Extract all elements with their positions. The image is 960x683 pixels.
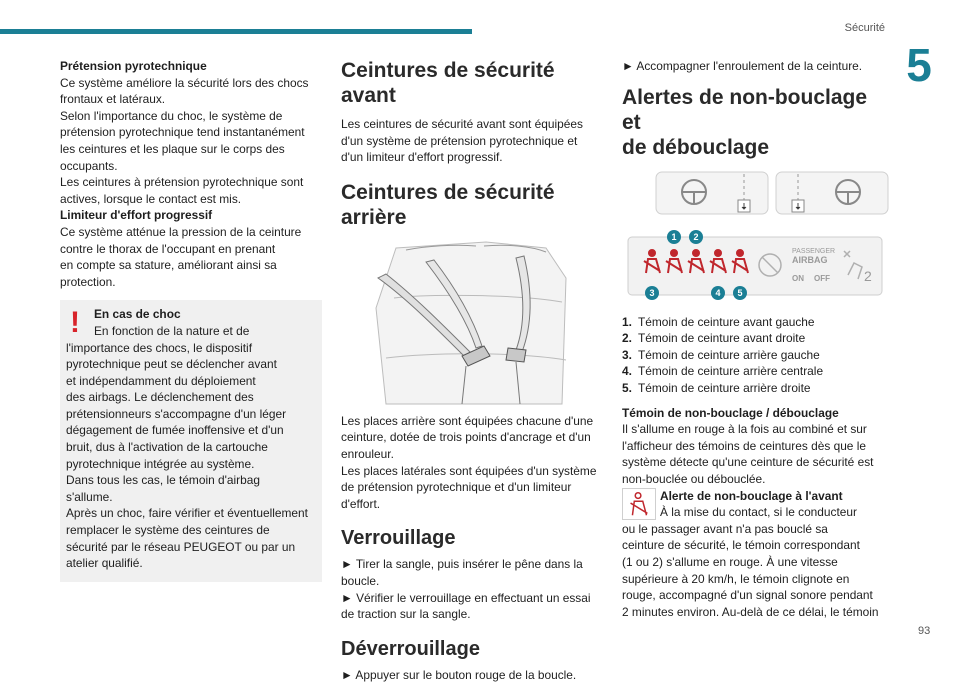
badge-3: 3: [649, 287, 655, 298]
rear-belts-heading: Ceintures de sécurité arrière: [341, 180, 555, 229]
text-line: d'un limiteur d'effort progressif.: [341, 150, 503, 165]
text-line: ► Appuyer sur le bouton rouge de la boucle.: [341, 667, 577, 682]
text-line: frontaux et latéraux.: [60, 92, 166, 107]
locking-heading: Verrouillage: [341, 527, 456, 550]
text-line: À la mise du contact, si le conducteur: [660, 505, 857, 520]
text-line: Les ceintures à prétension pyrotechnique sont: [60, 175, 304, 190]
page-number: 93: [918, 625, 931, 637]
locking-text: [341, 556, 607, 622]
list-item: [622, 330, 888, 347]
text-line: l'afficheur des témoins de ceintures dès que le: [622, 438, 866, 453]
list-item: [622, 380, 888, 397]
chapter-number: 5: [906, 39, 932, 91]
header-accent-bar: [0, 29, 472, 34]
text-line: sécurité par le réseau PEUGEOT ou par un: [66, 539, 296, 554]
text-line: Dans tous les cas, le témoin d'airbag: [66, 473, 260, 488]
alerts-heading-line: de débouclage: [622, 135, 770, 159]
text-line: boucle.: [341, 573, 380, 588]
text-line: des airbags. Le déclenchement des: [66, 390, 254, 405]
list-text: Témoin de ceinture arrière centrale: [638, 364, 824, 379]
text-line: rouge, accompagné d'un signal sonore pendant: [622, 588, 873, 603]
airbag-on-label: ON: [792, 273, 804, 283]
limiter-text: [60, 224, 322, 290]
column-right: [622, 58, 888, 620]
text-line: ceinture, dotée de trois points d'ancrage et d'un: [341, 430, 591, 445]
list-item: [622, 347, 888, 364]
text-line: atelier qualifié.: [66, 556, 143, 571]
text-line: supérieure à 20 km/h, le témoin clignote en: [622, 571, 850, 586]
passenger-label: PASSENGER: [792, 247, 836, 255]
text-line: ceinture de sécurité, le témoin correspondant: [622, 538, 860, 553]
text-line: ou le passager avant n'a pas bouclé sa: [622, 521, 828, 536]
front-belts-text: [341, 116, 607, 166]
airbag-label: AIRBAG: [792, 254, 828, 265]
alert-head: [622, 488, 888, 521]
badge-4: 4: [715, 287, 721, 298]
warning-text: [66, 340, 316, 572]
warning-box: [60, 300, 322, 582]
dashboard-location-illustration: [654, 170, 890, 216]
list-text: Témoin de ceinture arrière droite: [638, 380, 811, 395]
text-line: actives, lorsque le contact est mis.: [60, 191, 242, 206]
text-line: Ce système améliore la sécurité lors des chocs: [60, 75, 309, 90]
text-line: prétensionneurs s'accompagne d'un léger: [66, 406, 287, 421]
list-number: 3.: [622, 347, 632, 362]
text-line: bruit, dus à l'activation de la cartouche: [66, 440, 268, 455]
text-line: les ceintures et les plaque sur le corps des: [60, 141, 285, 156]
text-line: de prétension pyrotechnique et d'un limiteur: [341, 480, 572, 495]
list-number: 1.: [622, 314, 632, 329]
text-line: prétension pyrotechnique tend instantanément: [60, 125, 305, 140]
unlocking-heading: Déverrouillage: [341, 637, 480, 660]
text-line: dégagement de fumée inoffensive et d'un: [66, 423, 284, 438]
text-line: ► Vérifier le verrouillage en effectuant un essai: [341, 590, 591, 605]
list-number: 2.: [622, 331, 632, 346]
text-line: en compte sa stature, améliorant ainsi sa: [60, 258, 277, 273]
list-text: Témoin de ceinture arrière gauche: [638, 347, 820, 362]
badge-5: 5: [737, 287, 743, 298]
text-line: remplacer le système des ceintures de: [66, 523, 270, 538]
pretension-text: [60, 75, 322, 208]
list-item: [622, 363, 888, 380]
text-line: En fonction de la nature et de: [94, 323, 250, 338]
list-text: Témoin de ceinture avant droite: [638, 331, 806, 346]
alerts-heading: [622, 85, 888, 160]
seatbelt-indicator-panel: [626, 231, 884, 301]
text-line: pyrotechnique intégrée au système.: [66, 456, 255, 471]
text-line: protection.: [60, 274, 116, 289]
rear-seat-belt-illustration: [366, 238, 578, 404]
text-line: non-bouclée ou débouclée.: [622, 471, 766, 486]
text-line: Il s'allume en rouge à la fois au combiné et sur: [622, 422, 867, 437]
text-line: Après un choc, faire vérifier et éventuellement: [66, 506, 308, 521]
front-belts-heading: Ceintures de sécurité avant: [341, 59, 555, 107]
unlocking-text: [341, 667, 607, 683]
text-line: enrouleur.: [341, 446, 394, 461]
limiter-title: Limiteur d'effort progressif: [60, 208, 213, 223]
text-line: Les ceintures de sécurité avant sont équipées: [341, 117, 583, 131]
text-line: d'effort.: [341, 496, 381, 511]
text-line: de traction sur la sangle.: [341, 607, 471, 622]
pretension-title: Prétension pyrotechnique: [60, 59, 207, 73]
column-middle: [341, 58, 607, 683]
warning-title: En cas de choc: [94, 307, 181, 322]
front-alert-block: [622, 488, 888, 621]
indicator-list: [622, 314, 888, 397]
front-alert-text: [622, 521, 888, 621]
front-alert-title: Alerte de non-bouclage à l'avant: [660, 488, 843, 503]
text-line: d'un système de prétension pyrotechnique et: [341, 133, 578, 148]
unbuckle-title: Témoin de non-bouclage / débouclage: [622, 405, 839, 420]
text-line: et indépendamment du déploiement: [66, 373, 256, 388]
text-line: (1 ou 2) s'allume en rouge. À une vitesse: [622, 554, 838, 569]
alerts-heading-line: Alertes de non-bouclage et: [622, 85, 868, 134]
unbuckle-text: [622, 421, 888, 487]
text-line: Les places latérales sont équipées d'un système: [341, 463, 597, 478]
list-number: 4.: [622, 364, 632, 379]
badge-1: 1: [671, 231, 677, 242]
text-line: 2 minutes environ. Au-delà de ce délai, le témoin: [622, 604, 879, 619]
text-line: Ce système atténue la pression de la ceinture: [60, 224, 302, 239]
text-line: ► Accompagner l'enroulement de la ceinture.: [622, 59, 863, 73]
text-line: contre le thorax de l'occupant en prenant: [60, 241, 276, 256]
text-line: occupants.: [60, 158, 118, 173]
warning-icon: !: [70, 306, 80, 340]
text-line: l'importance des chocs, le dispositif: [66, 340, 253, 355]
list-text: Témoin de ceinture avant gauche: [638, 314, 815, 329]
section-title: Sécurité: [844, 22, 885, 34]
seatbelt-warning-icon: [622, 488, 656, 520]
text-line: système détecte qu'une ceinture de sécurité est: [622, 455, 874, 470]
column-left: [60, 58, 322, 582]
text-line: Selon l'importance du choc, le système de: [60, 108, 283, 123]
badge-2: 2: [693, 231, 699, 242]
child-count-label: 2: [864, 267, 872, 284]
rear-belts-text: [341, 413, 607, 513]
text-line: s'allume.: [66, 489, 113, 504]
text-line: Les places arrière sont équipées chacune d'une: [341, 413, 594, 428]
text-line: ► Tirer la sangle, puis insérer le pêne dans la: [341, 557, 583, 572]
airbag-off-label: OFF: [814, 273, 830, 283]
text-line: pyrotechnique peut se déclencher avant: [66, 357, 277, 372]
list-item: [622, 314, 888, 331]
warning-head: [66, 306, 316, 339]
list-number: 5.: [622, 380, 632, 395]
